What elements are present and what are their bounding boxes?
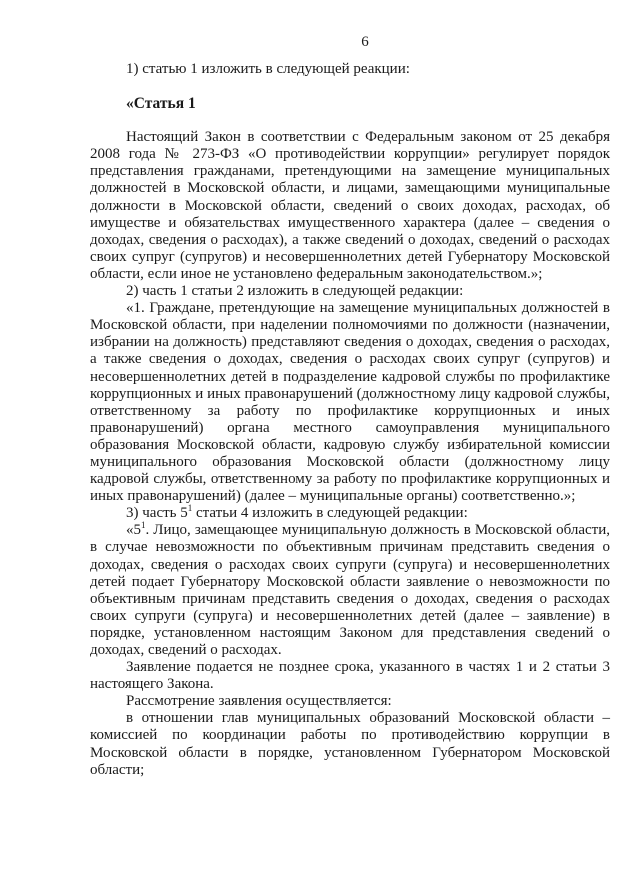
paragraph-article-1-text: Настоящий Закон в соответствии с Федеральным законом от 25 декабря 2008 года № 273-ФЗ «О противодействии коррупции» регулирует порядок представления гражданами, претендующими на замещение муниципальных должностей в Московской области, и лицами, замещающими муниципальные должности в Московской области, сведений о своих доходах, расходах, об имуществе и обязательствах имущественного характера (далее – сведения о доходах, сведения о расходах), а также сведений о доходах, сведений о расходах своих супруг (супругов) и несовершеннолетних детей Губернатору Московской области, если иное не установлено федеральным законодательством.»; <box>90 129 610 282</box>
paragraph-amend-article-2: 2) часть 1 статьи 2 изложить в следующей редакции: <box>126 283 464 300</box>
paragraph-amend-article-1: 1) статью 1 изложить в следующей реакции: <box>126 61 410 77</box>
paragraph-deadline: Заявление подается не позднее срока, указанного в частях 1 и 2 статьи 3 настоящего Закона. <box>90 659 610 693</box>
paragraph-article-2-text: «1. Граждане, претендующие на замещение муниципальных должностей в Московской области, при наделении полномочиями по должности (назначении, избрании на должность) представляют сведения о доходах, сведения о расходах, а также сведения о доходах, сведения о расходах своих супруг (супругов) и несовершеннолетних детей в подразделение кадровой службы по профилактике коррупционных и иных правонарушений (должностному лицу кадровой службы, ответственному за работу по профилактике коррупционных и иных правонарушений) органа местного самоуправления муниципального образования Московской области, кадровую службу избирательной комиссии муниципального образования Московской области (должностному лицу кадровой службы, ответственному за работу по профилактике коррупционных и иных правонарушений) (далее – муниципальные органы) соответственно.»; <box>90 300 610 505</box>
page-number: 6 <box>361 34 369 50</box>
paragraph-review: Рассмотрение заявления осуществляется: <box>126 693 392 710</box>
article-title: «Статья 1 <box>126 95 196 113</box>
paragraph-heads-review: в отношении глав муниципальных образований Московской области – комиссией по координации работы по противодействию коррупции в Московской области в порядке, установленном Губернатором Московской области; <box>90 710 610 778</box>
paragraph-amend-article-4: 3) часть $5^1$ статьи 4 изложить в следующей редакции: <box>126 503 468 522</box>
spacer <box>90 78 610 95</box>
paragraph-article-4-text: «$5^1$. Лицо, замещающее муниципальную должность в Московской области, в случае невозможности по объективным причинам представить сведения о доходах, сведения о расходах своих супруги (супруга) и несовершеннолетних детей подает Губернатору Московской области заявление о невозможности по объективным причинам представить сведения о доходах, сведения о расходах своих супруги (супруга) и несовершеннолетних детей (далее – заявление) в порядке, установленном настоящим Законом для представления сведений о доходах, сведений о расходах. <box>90 520 610 658</box>
spacer <box>90 112 610 129</box>
